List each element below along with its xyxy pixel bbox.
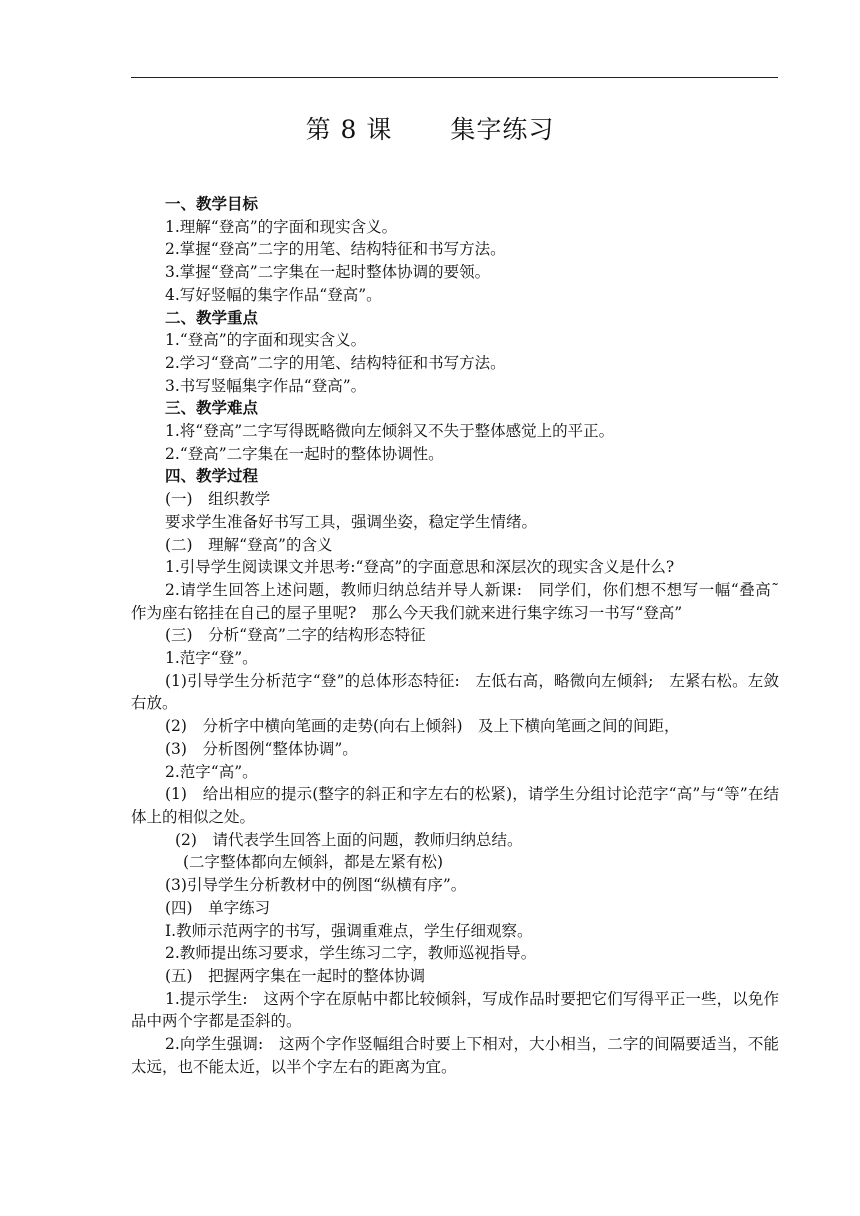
paragraph: 1.引导学生阅读课文并思考:“登高”的字面意思和深层次的现实含义是什么? (165, 558, 675, 577)
paragraph: 2.教师提出练习要求，学生练习二字，教师巡视指导。 (165, 944, 537, 963)
subsection-heading: (一) 组织教学 (165, 490, 271, 509)
paragraph: (1)引导学生分析范字“登”的总体形态特征: 左低右高，略微向左倾斜; 左紧右松。左敛右放。 (131, 671, 779, 713)
list-item: 3.书写竖幅集字作品“登高”。 (165, 376, 367, 395)
paragraph: 2.请学生回答上述问题，教师归纳总结并导人新课: 同学们，你们想不想写一幅“叠高˜ 作为座右铭挂在自己的屋子里呢? 那么今天我们就来进行集字练习一书写“登高” (131, 580, 795, 622)
paragraph: 1.提示学生: 这两个字在原帖中都比较倾斜，写成作品时要把它们写得平正一些，以免作品中两个字都是歪斜的。 (131, 989, 779, 1031)
paragraph: (1) 给出相应的提示(整字的斜正和字左右的松紧)，请学生分组讨论范字“高”与“等”在结体上的相似之处。 (131, 785, 779, 826)
paragraph: (二字整体都向左倾斜，都是左紧有松) (183, 853, 444, 872)
page-title (0, 110, 860, 146)
lesson-name: 集字练习 (450, 115, 555, 144)
subsection-heading: (五) 把握两字集在一起时的整体协调 (165, 966, 426, 985)
subsection-heading: (二) 理解“登高”的含义 (165, 535, 333, 554)
list-item: 1.理解“登高”的字面和现实含义。 (165, 217, 398, 236)
paragraph: 要求学生准备好书写工具，强调坐姿，稳定学生情绪。 (165, 512, 538, 531)
paragraph: (3) 分析图例“整体协调”。 (165, 739, 358, 758)
list-item: 1.将“登高”二字写得既略微向左倾斜又不失于整体感觉上的平正。 (165, 422, 615, 441)
paragraph: 1.范字“登”。 (165, 649, 258, 668)
list-item: 2.掌握“登高”二字的用笔、结构特征和书写方法。 (165, 240, 506, 259)
paragraph: 2.向学生强调: 这两个字作竖幅组合时要上下相对，大小相当，二字的间隔要适当，不能太远，也不能太近，以半个字左右的距离为宜。 (131, 1035, 779, 1076)
list-item: 2.“登高”二字集在一起时的整体协调性。 (165, 444, 444, 463)
section-heading: 四、教学过程 (165, 466, 259, 486)
lesson-number: 第 8 课 (305, 115, 393, 144)
list-item: 2.学习“登高”二字的用笔、结构特征和书写方法。 (165, 353, 506, 372)
section-heading: 二、教学重点 (165, 307, 259, 327)
subsection-heading: (三) 分析“登高”二字的结构形态特征 (165, 626, 426, 645)
list-item: 3.掌握“登高”二字集在一起时整体协调的要领。 (165, 263, 491, 282)
list-item: 1.“登高”的字面和现实含义。 (165, 331, 367, 350)
list-item: 4.写好竖幅的集字作品“登高”。 (165, 285, 382, 304)
paragraph: I.教师示范两字的书写，强调重难点，学生仔细观察。 (165, 921, 533, 940)
paragraph: (2) 分析字中横向笔画的走势(向右上倾斜) 及上下横向笔画之间的间距， (165, 717, 680, 736)
subsection-heading: (四) 单字练习 (165, 898, 271, 917)
header-rule (131, 77, 778, 78)
paragraph: 2.范字“高”。 (165, 762, 258, 781)
paragraph: (3)引导学生分析教材中的例图“纵横有序”。 (165, 876, 467, 895)
section-heading: 三、教学难点 (165, 398, 259, 418)
document-body (131, 193, 795, 1078)
paragraph: (2) 请代表学生回答上面的问题，教师归纳总结。 (175, 830, 523, 849)
section-heading: 一、教学目标 (165, 194, 259, 213)
